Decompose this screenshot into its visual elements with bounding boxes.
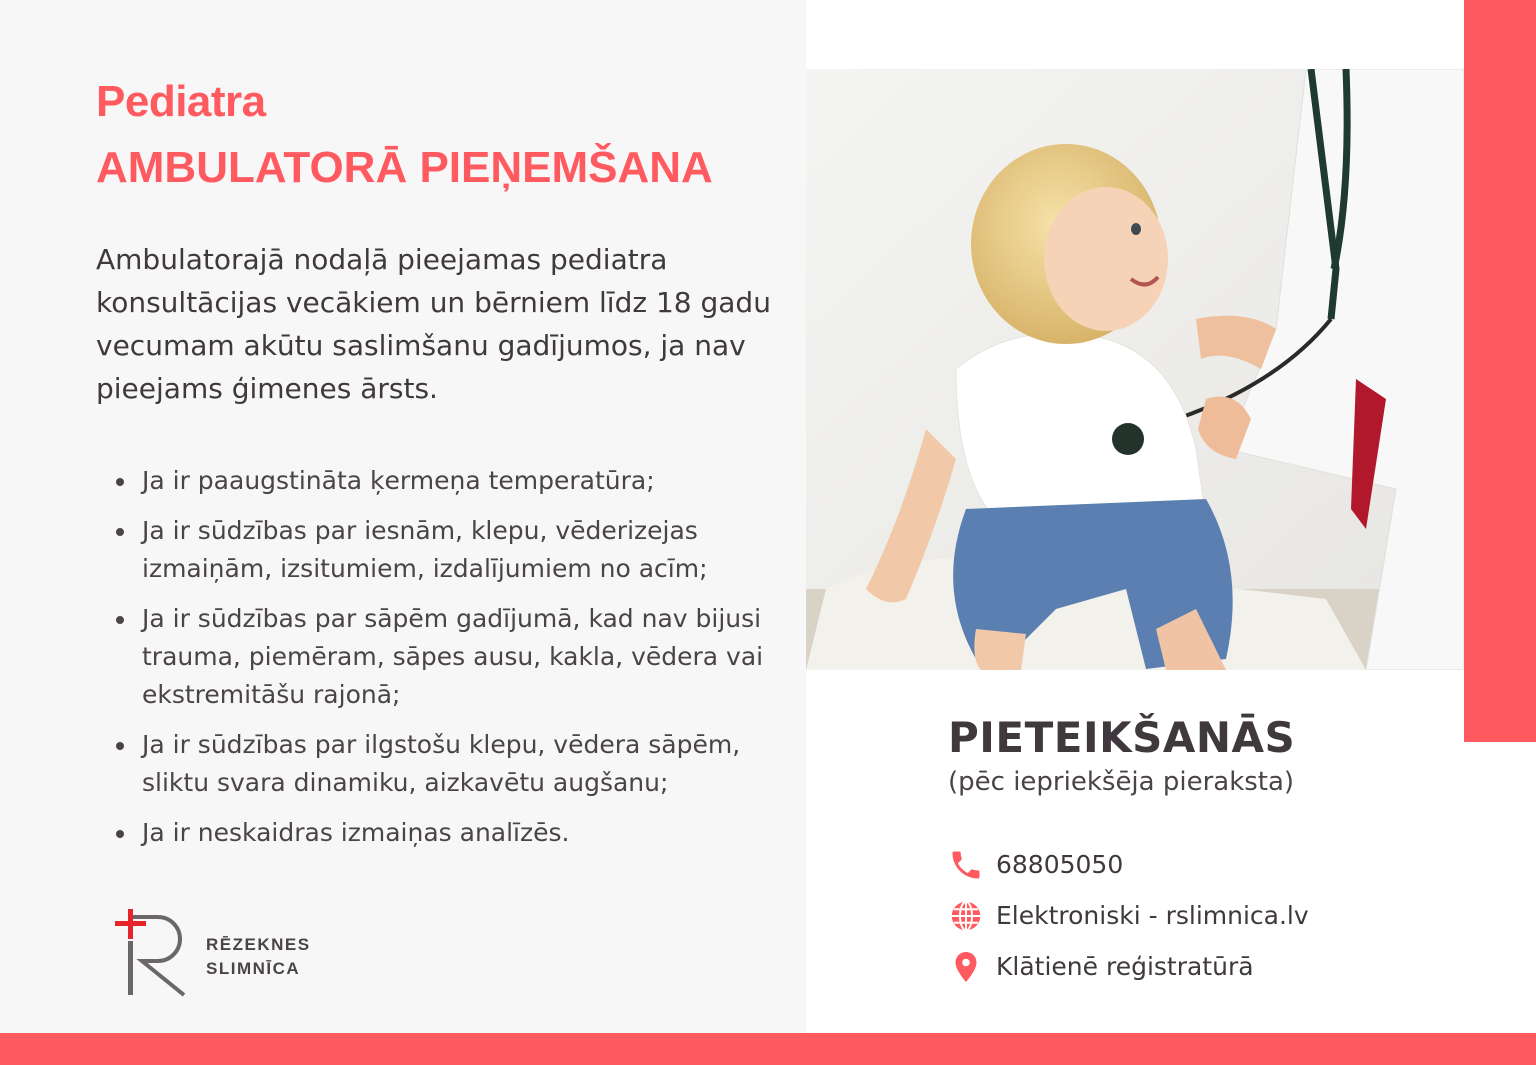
location-pin-icon: [948, 949, 984, 985]
list-item: [96, 462, 796, 500]
list-item: [96, 726, 796, 802]
list-item-text: Ja ir sūdzības par sāpēm gadījumā, kad nav bijusi trauma, piemēram, sāpes ausu, kakla, vēdera vai ekstremitāšu rajonā;: [142, 604, 764, 709]
globe-icon: [948, 898, 984, 934]
doctor-child-photo: [806, 69, 1464, 670]
registration-title: PIETEIKŠANĀS: [948, 713, 1296, 762]
list-item-text: Ja ir paaugstināta ķermeņa temperatūra;: [142, 466, 655, 495]
phone-icon: [948, 847, 984, 883]
title-line-2: AMBULATORĀ PIEŅEMŠANA: [96, 143, 713, 192]
list-item: [96, 512, 796, 588]
logo-text: [206, 933, 311, 981]
list-item-text: Ja ir sūdzības par iesnām, klepu, vēderizejas izmaiņām, izsitumiem, izdalījumiem no acīm;: [142, 516, 708, 583]
accent-bar-bottom: [0, 1033, 1536, 1065]
bullet-dot: [116, 528, 124, 536]
bullet-dot: [116, 478, 124, 486]
online-registration-link: Elektroniski - rslimnica.lv: [996, 901, 1309, 930]
list-item-text: Ja ir neskaidras izmaiņas analīzēs.: [142, 818, 570, 847]
list-item-text: Ja ir sūdzības par ilgstošu klepu, vēdera sāpēm, sliktu svara dinamiku, aizkavētu augšanu;: [142, 730, 741, 797]
list-item: [96, 600, 796, 714]
photo-illustration: [806, 69, 1464, 670]
bullet-dot: [116, 742, 124, 750]
contact-in-person: [948, 947, 1254, 987]
page-title: [96, 76, 713, 194]
bullet-dot: [116, 616, 124, 624]
accent-bar-right: [1464, 0, 1536, 742]
phone-number: 68805050: [996, 850, 1124, 879]
intro-paragraph: Ambulatorajā nodaļā pieejamas pediatra konsultācijas vecākiem un bērniem līdz 18 gadu vecumam akūtu saslimšanu gadījumos, ja nav pieejams ģimenes ārsts.: [96, 243, 771, 405]
title-line-1: Pediatra: [96, 77, 266, 126]
logo-line-2: SLIMNĪCA: [206, 959, 301, 978]
registration-subtitle: (pēc iepriekšēja pieraksta): [948, 767, 1295, 797]
contact-online[interactable]: [948, 896, 1309, 936]
in-person-registration: Klātienē reģistratūrā: [996, 952, 1254, 981]
hospital-logo: [112, 905, 342, 1000]
logo-line-1: RĒZEKNES: [206, 935, 311, 954]
logo-mark-icon: [112, 905, 192, 1000]
contact-phone[interactable]: [948, 845, 1123, 885]
list-item: [96, 814, 796, 852]
symptom-list: [96, 462, 796, 864]
bullet-dot: [116, 830, 124, 838]
